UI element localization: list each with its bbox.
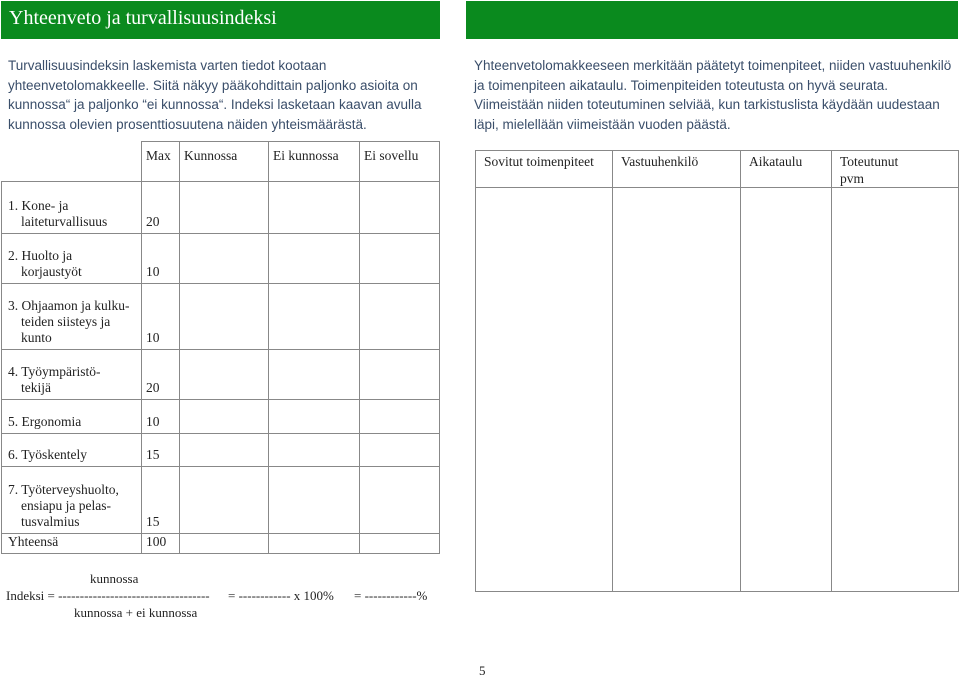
cell-ei-kunnossa[interactable] bbox=[269, 284, 360, 350]
table-row bbox=[2, 350, 440, 400]
total-label: Yhteensä bbox=[2, 534, 142, 554]
row-label: laiteturvallisuus bbox=[21, 214, 108, 229]
row-label: 6. Työskentely bbox=[8, 447, 88, 462]
cell-ei-kunnossa[interactable] bbox=[269, 234, 360, 284]
row-label: 4. Työympäristö- bbox=[8, 364, 101, 379]
row-label: korjaustyöt bbox=[21, 264, 82, 279]
formula-rhs: = ------------% bbox=[354, 588, 428, 603]
row-max: 10 bbox=[142, 400, 180, 434]
cell-kunnossa[interactable] bbox=[180, 350, 269, 400]
total-max: 100 bbox=[142, 534, 180, 554]
cell-kunnossa[interactable] bbox=[180, 284, 269, 350]
cell-ei-sovellu[interactable] bbox=[360, 234, 440, 284]
header-pvm-label: pvm bbox=[840, 171, 865, 186]
row-max: 15 bbox=[142, 467, 180, 534]
row-label: ensiapu ja pelas- bbox=[21, 498, 111, 513]
formula-numerator: kunnossa bbox=[90, 571, 139, 586]
table-row bbox=[2, 234, 440, 284]
cell-ei-sovellu-total[interactable] bbox=[360, 534, 440, 554]
title-bar bbox=[1, 1, 440, 39]
cell-ei-sovellu[interactable] bbox=[360, 350, 440, 400]
intro-text-right: Yhteenvetolomakkeeseen merkitään päätetyt toimenpiteet, niiden vastuuhenkilö ja toimenpiteen aikataulu. Toimenpiteiden toteutusta on hyvä seurata. Viimeistään niiden toteutuminen selviää, kun tarkistuslista käydään uudestaan läpi, mielellään viimeistään vuoden päästä. bbox=[474, 58, 952, 132]
formula-denominator: kunnossa + ei kunnossa bbox=[74, 605, 198, 620]
cell-kunnossa[interactable] bbox=[180, 467, 269, 534]
cell-ei-kunnossa[interactable] bbox=[269, 467, 360, 534]
row-label: tusvalmius bbox=[21, 514, 80, 529]
header-sovitut-toimenpiteet: Sovitut toimenpiteet bbox=[476, 151, 613, 188]
cell-aikataulu[interactable] bbox=[741, 188, 832, 592]
plan-body-row bbox=[476, 188, 959, 592]
table-row bbox=[2, 284, 440, 350]
table-row bbox=[2, 182, 440, 234]
row-max: 20 bbox=[142, 350, 180, 400]
cell-sovitut-toimenpiteet[interactable] bbox=[476, 188, 613, 592]
header-ei-sovellu: Ei sovellu bbox=[360, 142, 440, 182]
header-toteutunut-label: Toteutunut bbox=[840, 154, 899, 169]
table-row bbox=[2, 434, 440, 467]
header-toteutunut bbox=[832, 151, 959, 188]
row-label: 1. Kone- ja bbox=[8, 198, 69, 213]
cell-ei-kunnossa[interactable] bbox=[269, 434, 360, 467]
formula-lhs: Indeksi = ----------------------------------- bbox=[6, 588, 210, 603]
header-bar-right bbox=[466, 1, 958, 39]
row-label: teiden siisteys ja bbox=[21, 314, 111, 329]
header-ei-kunnossa: Ei kunnossa bbox=[269, 142, 360, 182]
header-aikataulu: Aikataulu bbox=[741, 151, 832, 188]
row-max: 20 bbox=[142, 182, 180, 234]
header-kunnossa: Kunnossa bbox=[180, 142, 269, 182]
cell-vastuuhenkilo[interactable] bbox=[613, 188, 741, 592]
cell-kunnossa-total[interactable] bbox=[180, 534, 269, 554]
cell-toteutunut[interactable] bbox=[832, 188, 959, 592]
cell-ei-sovellu[interactable] bbox=[360, 434, 440, 467]
index-formula bbox=[6, 570, 476, 622]
page-number: 5 bbox=[479, 663, 486, 678]
page-title: Yhteenveto ja turvallisuusindeksi bbox=[9, 7, 277, 29]
row-label: 5. Ergonomia bbox=[8, 414, 82, 429]
cell-ei-sovellu[interactable] bbox=[360, 467, 440, 534]
action-plan-table bbox=[475, 150, 959, 592]
cell-ei-kunnossa[interactable] bbox=[269, 182, 360, 234]
total-row bbox=[2, 534, 440, 554]
row-label: 7. Työterveyshuolto, bbox=[8, 482, 119, 497]
score-table-corner bbox=[2, 142, 142, 182]
cell-ei-kunnossa-total[interactable] bbox=[269, 534, 360, 554]
cell-kunnossa[interactable] bbox=[180, 234, 269, 284]
row-label: 2. Huolto ja bbox=[8, 248, 73, 263]
cell-ei-kunnossa[interactable] bbox=[269, 400, 360, 434]
cell-kunnossa[interactable] bbox=[180, 434, 269, 467]
cell-ei-sovellu[interactable] bbox=[360, 400, 440, 434]
table-row bbox=[2, 400, 440, 434]
score-table bbox=[1, 141, 440, 554]
row-max: 10 bbox=[142, 284, 180, 350]
row-max: 10 bbox=[142, 234, 180, 284]
cell-ei-sovellu[interactable] bbox=[360, 182, 440, 234]
row-label: 3. Ohjaamon ja kulku- bbox=[8, 298, 130, 313]
row-label: kunto bbox=[21, 330, 52, 345]
formula-mid: = ------------ x 100% bbox=[228, 588, 334, 603]
row-label: tekijä bbox=[21, 380, 51, 395]
cell-kunnossa[interactable] bbox=[180, 400, 269, 434]
header-vastuuhenkilo: Vastuuhenkilö bbox=[613, 151, 741, 188]
header-max: Max bbox=[142, 142, 180, 182]
cell-ei-sovellu[interactable] bbox=[360, 284, 440, 350]
cell-kunnossa[interactable] bbox=[180, 182, 269, 234]
table-row bbox=[2, 467, 440, 534]
row-max: 15 bbox=[142, 434, 180, 467]
intro-text-left: Turvallisuusindeksin laskemista varten tiedot kootaan yhteenvetolomakkeelle. Siitä näkyy pääkohdittain paljonko asioita on kunnossa“ ja paljonko “ei kunnossa“. Indeksi lasketaan kaavan avulla kunnossa olevien prosenttiosuutena näiden yhteismäärästä. bbox=[8, 58, 422, 132]
cell-ei-kunnossa[interactable] bbox=[269, 350, 360, 400]
